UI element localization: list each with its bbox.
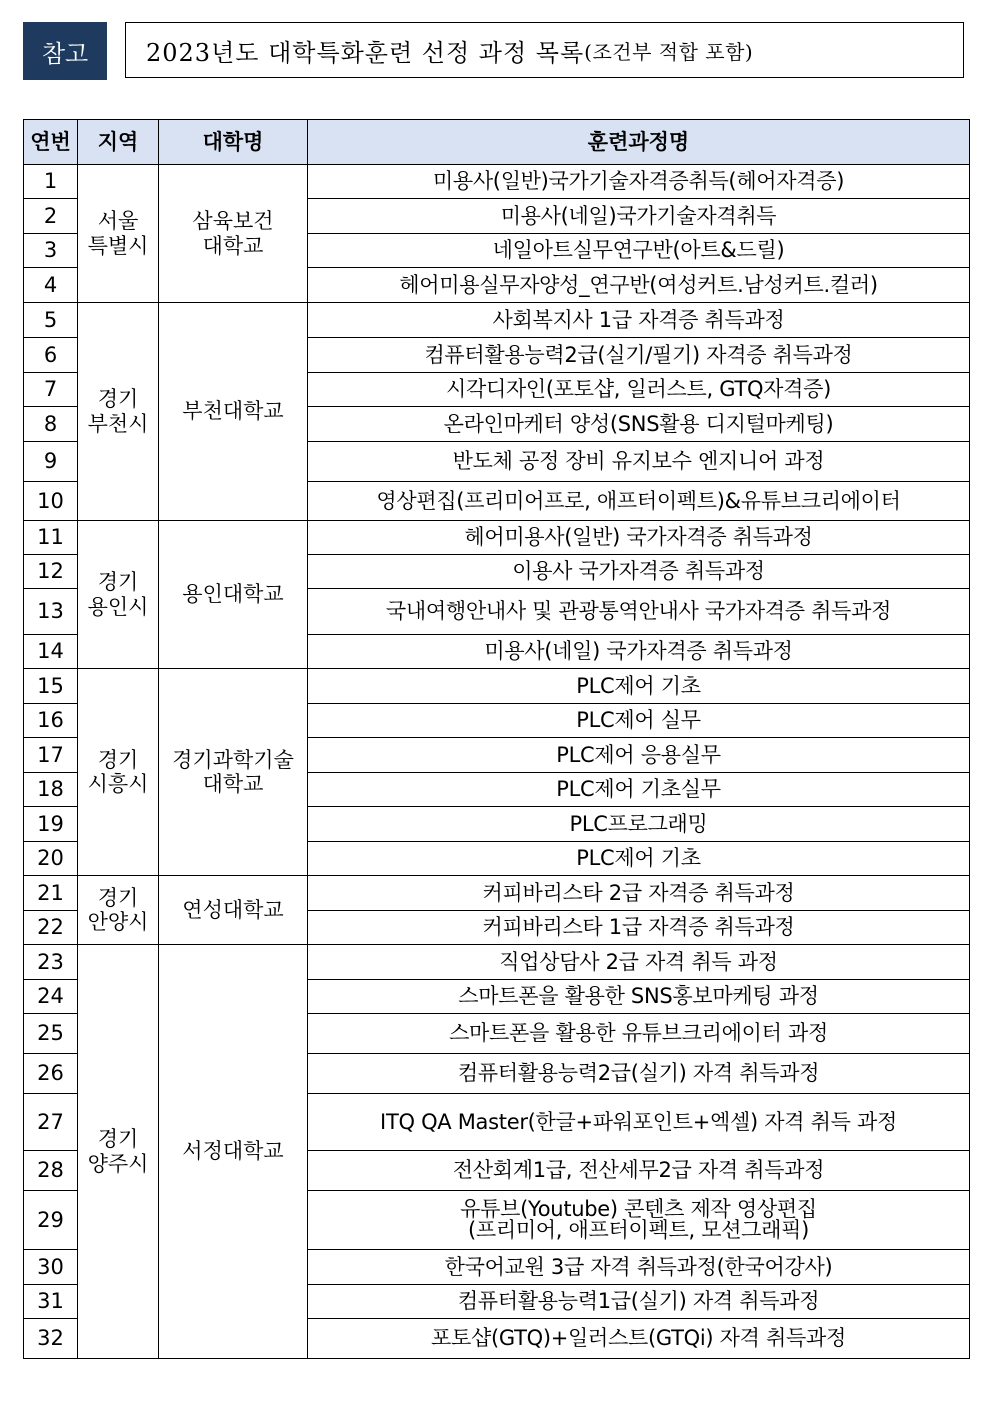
reference-badge: 참고 — [23, 22, 107, 80]
row-number: 11 — [24, 521, 78, 555]
row-number: 4 — [24, 268, 78, 303]
course-name-cell: 반도체 공정 장비 유지보수 엔지니어 과정 — [308, 442, 970, 482]
row-number: 31 — [24, 1285, 78, 1319]
course-name-cell: 네일아트실무연구반(아트&드릴) — [308, 234, 970, 268]
row-number: 30 — [24, 1250, 78, 1285]
row-number: 13 — [24, 589, 78, 635]
row-number: 18 — [24, 773, 78, 807]
course-name-cell: 포토샵(GTQ)+일러스트(GTQi) 자격 취득과정 — [308, 1319, 970, 1359]
row-number: 1 — [24, 165, 78, 199]
university-cell: 서정대학교 — [159, 945, 308, 1359]
header-course: 훈련과정명 — [308, 120, 970, 165]
course-name-cell: 헤어미용실무자양성_연구반(여성커트.남성커트.컬러) — [308, 268, 970, 303]
row-number: 15 — [24, 669, 78, 704]
region-cell: 경기 시흥시 — [78, 669, 159, 876]
row-number: 14 — [24, 635, 78, 669]
table-row — [24, 945, 970, 980]
row-number: 6 — [24, 338, 78, 373]
row-number: 9 — [24, 442, 78, 482]
title-subtitle: (조건부 적합 포함) — [584, 39, 754, 64]
row-number: 3 — [24, 234, 78, 268]
table-row — [24, 165, 970, 199]
region-cell: 경기 부천시 — [78, 303, 159, 521]
row-number: 8 — [24, 407, 78, 442]
course-name-cell: 이용사 국가자격증 취득과정 — [308, 555, 970, 589]
row-number: 32 — [24, 1319, 78, 1359]
course-name-cell: PLC제어 기초 — [308, 842, 970, 876]
region-cell: 경기 용인시 — [78, 521, 159, 669]
course-name-cell: 컴퓨터활용능력2급(실기) 자격 취득과정 — [308, 1054, 970, 1094]
region-cell: 서울 특별시 — [78, 165, 159, 303]
row-number: 19 — [24, 807, 78, 842]
university-cell: 연성대학교 — [159, 876, 308, 945]
course-name-cell: 커피바리스타 1급 자격증 취득과정 — [308, 911, 970, 945]
course-name-cell: PLC제어 기초 — [308, 669, 970, 704]
course-name-cell: 미용사(일반)국가기술자격증취득(헤어자격증) — [308, 165, 970, 199]
row-number: 5 — [24, 303, 78, 338]
university-cell: 용인대학교 — [159, 521, 308, 669]
university-cell: 삼육보건 대학교 — [159, 165, 308, 303]
course-name-cell: 미용사(네일) 국가자격증 취득과정 — [308, 635, 970, 669]
table-body — [24, 165, 970, 1359]
course-name-cell: 시각디자인(포토샵, 일러스트, GTQ자격증) — [308, 373, 970, 407]
table-row — [24, 876, 970, 911]
row-number: 21 — [24, 876, 78, 911]
course-name-cell: 커피바리스타 2급 자격증 취득과정 — [308, 876, 970, 911]
row-number: 29 — [24, 1191, 78, 1250]
row-number: 24 — [24, 980, 78, 1014]
course-table — [23, 119, 970, 1359]
course-name-cell: 직업상담사 2급 자격 취득 과정 — [308, 945, 970, 980]
row-number: 28 — [24, 1151, 78, 1191]
course-name-cell: 미용사(네일)국가기술자격취득 — [308, 199, 970, 234]
row-number: 20 — [24, 842, 78, 876]
row-number: 12 — [24, 555, 78, 589]
table-row — [24, 303, 970, 338]
course-name-cell: 국내여행안내사 및 관광통역안내사 국가자격증 취득과정 — [308, 589, 970, 635]
table-row — [24, 669, 970, 704]
course-name-cell: PLC제어 응용실무 — [308, 738, 970, 773]
course-name-cell: 헤어미용사(일반) 국가자격증 취득과정 — [308, 521, 970, 555]
course-name-cell: 스마트폰을 활용한 유튜브크리에이터 과정 — [308, 1014, 970, 1054]
row-number: 2 — [24, 199, 78, 234]
row-number: 22 — [24, 911, 78, 945]
university-cell: 부천대학교 — [159, 303, 308, 521]
row-number: 16 — [24, 704, 78, 738]
row-number: 23 — [24, 945, 78, 980]
course-name-cell: ITQ QA Master(한글+파워포인트+엑셀) 자격 취득 과정 — [308, 1094, 970, 1151]
course-name-cell: 전산회계1급, 전산세무2급 자격 취득과정 — [308, 1151, 970, 1191]
title-main: 2023년도 대학특화훈련 선정 과정 목록 — [146, 38, 585, 67]
row-number: 25 — [24, 1014, 78, 1054]
table-row — [24, 521, 970, 555]
row-number: 7 — [24, 373, 78, 407]
course-name-cell: 사회복지사 1급 자격증 취득과정 — [308, 303, 970, 338]
row-number: 17 — [24, 738, 78, 773]
table-header-row — [24, 120, 970, 165]
course-name-cell: PLC프로그래밍 — [308, 807, 970, 842]
course-name-cell: 컴퓨터활용능력2급(실기/필기) 자격증 취득과정 — [308, 338, 970, 373]
course-name-cell: 영상편집(프리미어프로, 애프터이펙트)&유튜브크리에이터 — [308, 482, 970, 521]
header-university: 대학명 — [159, 120, 308, 165]
course-name-cell: 온라인마케터 양성(SNS활용 디지털마케팅) — [308, 407, 970, 442]
course-name-cell: PLC제어 기초실무 — [308, 773, 970, 807]
row-number: 10 — [24, 482, 78, 521]
header-region: 지역 — [78, 120, 159, 165]
course-name-cell: PLC제어 실무 — [308, 704, 970, 738]
region-cell: 경기 안양시 — [78, 876, 159, 945]
document-title — [125, 22, 964, 78]
university-cell: 경기과학기술 대학교 — [159, 669, 308, 876]
row-number: 26 — [24, 1054, 78, 1094]
course-name-cell: 스마트폰을 활용한 SNS홍보마케팅 과정 — [308, 980, 970, 1014]
course-name-cell: 유튜브(Youtube) 콘텐츠 제작 영상편집 (프리미어, 애프터이펙트, 모션그래픽) — [308, 1191, 970, 1250]
row-number: 27 — [24, 1094, 78, 1151]
region-cell: 경기 양주시 — [78, 945, 159, 1359]
header-no: 연번 — [24, 120, 78, 165]
course-name-cell: 한국어교원 3급 자격 취득과정(한국어강사) — [308, 1250, 970, 1285]
course-name-cell: 컴퓨터활용능력1급(실기) 자격 취득과정 — [308, 1285, 970, 1319]
